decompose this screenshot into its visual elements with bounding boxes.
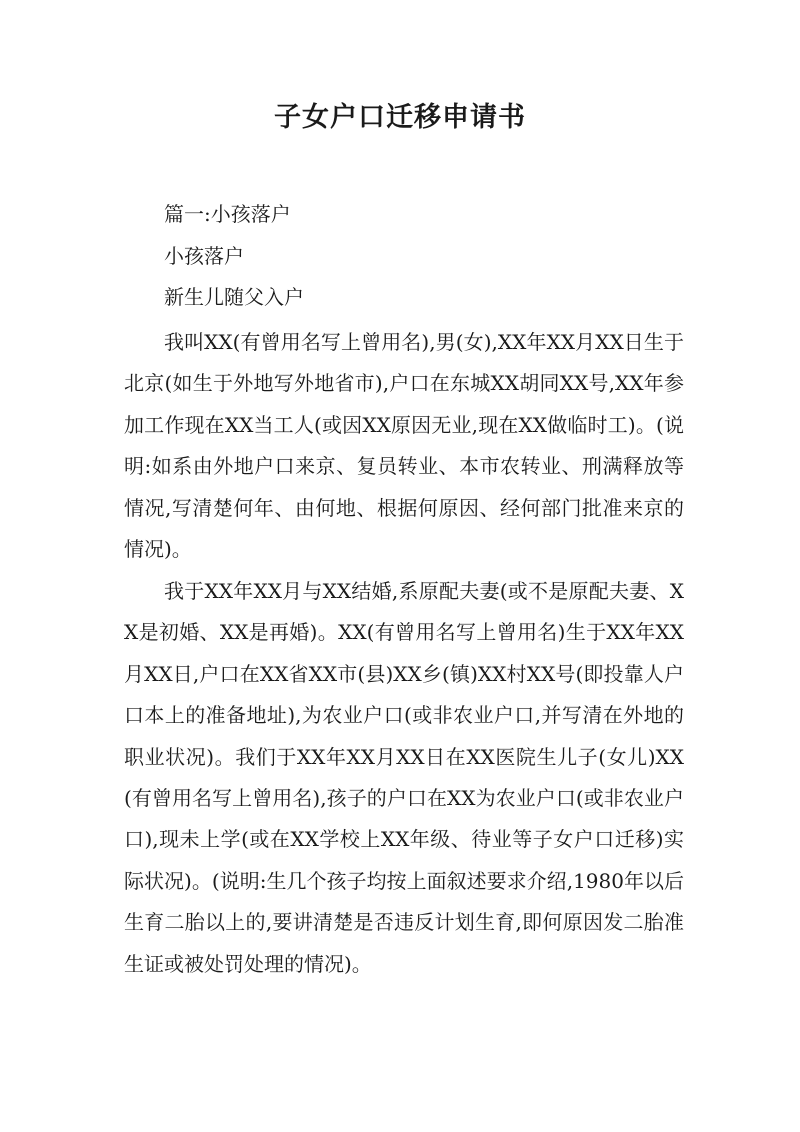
paragraph-applicant-info: 我叫XX(有曾用名写上曾用名),男(女),XX年XX月XX日生于北京(如生于外地写外地省市),户口在东城XX胡同XX号,XX年参加工作现在XX当工人(或因XX原因无业,现在XX做临时工)。(说明:如系由外地户口来京、复员转业、本市农转业、刑满释放等情况,写清楚何年、由何地、根据何原因、经何部门批准来京的情况)。	[124, 330, 684, 562]
subheading: 小孩落户	[164, 244, 244, 268]
document-title: 子女户口迁移申请书	[274, 102, 526, 133]
subtitle: 新生儿随父入户	[164, 285, 304, 309]
section-heading: 篇一:小孩落户	[164, 202, 291, 226]
paragraph-marriage-and-child-info: 我于XX年XX月与XX结婚,系原配夫妻(或不是原配夫妻、XX是初婚、XX是再婚)。XX(有曾用名写上曾用名)生于XX年XX月XX日,户口在XX省XX市(县)XX乡(镇)XX村XX号(即投靠人户口本上的准备地址),为农业户口(或非农业户口,并写清在外地的职业状况)。我们于XX年XX月XX日在XX医院生儿子(女儿)XX(有曾用名写上曾用名),孩子的户口在XX为农业户口(或非农业户口),现未上学(或在XX学校上XX年级、待业等子女户口迁移)实际状况)。(说明:生几个孩子均按上面叙述要求介绍,1980年以后生育二胎以上的,要讲清楚是否违反计划生育,即何原因发二胎准生证或被处罚处理的情况)。	[124, 579, 684, 976]
